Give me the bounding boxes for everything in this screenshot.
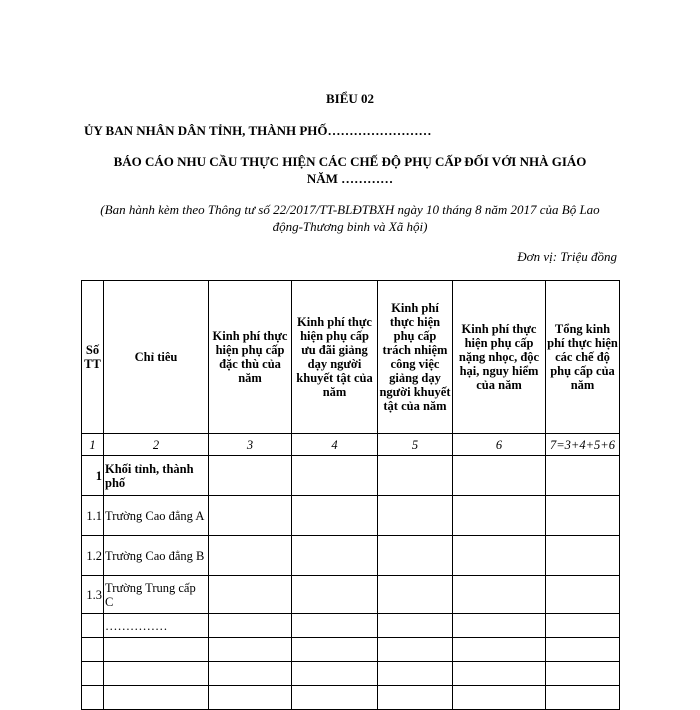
data-cell[interactable] [209,686,292,710]
data-cell[interactable] [546,536,620,576]
header-col4: Kinh phí thực hiện phụ cấp ưu đãi giảng dạy người khuyết tật của năm [292,281,378,434]
colnum-7: 7=3+4+5+6 [546,434,620,456]
colnum-4: 4 [292,434,378,456]
data-cell[interactable] [546,496,620,536]
data-cell[interactable] [453,614,546,638]
row-label: Trường Cao đẳng A [104,496,209,536]
colnum-6: 6 [453,434,546,456]
table-row-empty [82,686,620,710]
empty-cell [82,686,104,710]
data-cell[interactable] [453,576,546,614]
issuance-note-line2: động-Thương binh và Xã hội) [272,219,428,234]
table-row [82,456,620,496]
colnum-1: 1 [82,434,104,456]
data-cell[interactable] [292,536,378,576]
data-cell[interactable] [292,662,378,686]
data-cell[interactable] [209,614,292,638]
header-indicator: Chỉ tiêu [104,281,209,434]
data-cell[interactable] [209,456,292,496]
header-col7: Tổng kinh phí thực hiện các chế độ phụ cấp của năm [546,281,620,434]
data-cell[interactable] [209,536,292,576]
empty-cell [82,662,104,686]
header-col3: Kinh phí thực hiện phụ cấp đặc thù của năm [209,281,292,434]
data-cell[interactable] [209,496,292,536]
header-stt: Số TT [82,281,104,434]
report-title-line2: NĂM ………… [306,171,394,186]
data-cell[interactable] [546,662,620,686]
table-row [82,496,620,536]
data-cell[interactable] [292,638,378,662]
data-cell[interactable] [453,686,546,710]
data-cell[interactable] [378,614,453,638]
column-number-row [82,434,620,456]
authority-line: ỦY BAN NHÂN DÂN TỈNH, THÀNH PHỐ…………………… [84,123,432,138]
row-label: Trường Trung cấp C [104,576,209,614]
header-col6: Kinh phí thực hiện phụ cấp nặng nhọc, độc hại, nguy hiểm của năm [453,281,546,434]
data-cell[interactable] [546,638,620,662]
data-cell[interactable] [546,456,620,496]
issuance-note [80,201,620,235]
data-cell[interactable] [378,638,453,662]
row-stt: 1 [82,456,104,496]
data-cell[interactable] [378,456,453,496]
data-cell[interactable] [378,496,453,536]
data-cell[interactable] [453,456,546,496]
row-label: Khối tỉnh, thành phố [104,456,209,496]
row-stt [82,614,104,638]
data-cell[interactable] [453,536,546,576]
empty-cell [104,638,209,662]
data-cell[interactable] [292,496,378,536]
data-cell[interactable] [209,576,292,614]
data-cell[interactable] [292,576,378,614]
data-cell[interactable] [378,662,453,686]
data-cell[interactable] [209,638,292,662]
row-stt: 1.1 [82,496,104,536]
table-row [82,536,620,576]
row-label: Trường Cao đẳng B [104,536,209,576]
data-cell[interactable] [292,614,378,638]
data-cell[interactable] [378,576,453,614]
empty-cell [104,686,209,710]
table-row-empty [82,638,620,662]
data-cell[interactable] [378,686,453,710]
header-col5: Kinh phí thực hiện phụ cấp trách nhiệm công việc giảng dạy người khuyết tật của năm [378,281,453,434]
data-cell[interactable] [292,456,378,496]
colnum-5: 5 [378,434,453,456]
row-label: …………… [104,614,209,638]
data-cell[interactable] [453,638,546,662]
unit-label: Đơn vị: Triệu đồng [517,249,617,264]
header-row [82,281,620,434]
data-cell[interactable] [378,536,453,576]
report-table [81,280,620,710]
report-title [85,153,615,187]
data-cell[interactable] [453,496,546,536]
data-cell[interactable] [546,576,620,614]
report-title-line1: BÁO CÁO NHU CẦU THỰC HIỆN CÁC CHẾ ĐỘ PHỤ CẤP ĐỐI VỚI NHÀ GIÁO [113,154,587,169]
data-cell[interactable] [546,614,620,638]
data-cell[interactable] [292,686,378,710]
table-row [82,614,620,638]
table-row-empty [82,662,620,686]
data-cell[interactable] [209,662,292,686]
empty-cell [82,638,104,662]
issuance-note-line1: (Ban hành kèm theo Thông tư số 22/2017/TT-BLĐTBXH ngày 10 tháng 8 năm 2017 của Bộ Lao [100,202,600,217]
empty-cell [104,662,209,686]
colnum-3: 3 [209,434,292,456]
colnum-2: 2 [104,434,209,456]
data-cell[interactable] [546,686,620,710]
row-stt: 1.3 [82,576,104,614]
data-cell[interactable] [453,662,546,686]
table-row [82,576,620,614]
row-stt: 1.2 [82,536,104,576]
form-code: BIỂU 02 [325,91,375,106]
